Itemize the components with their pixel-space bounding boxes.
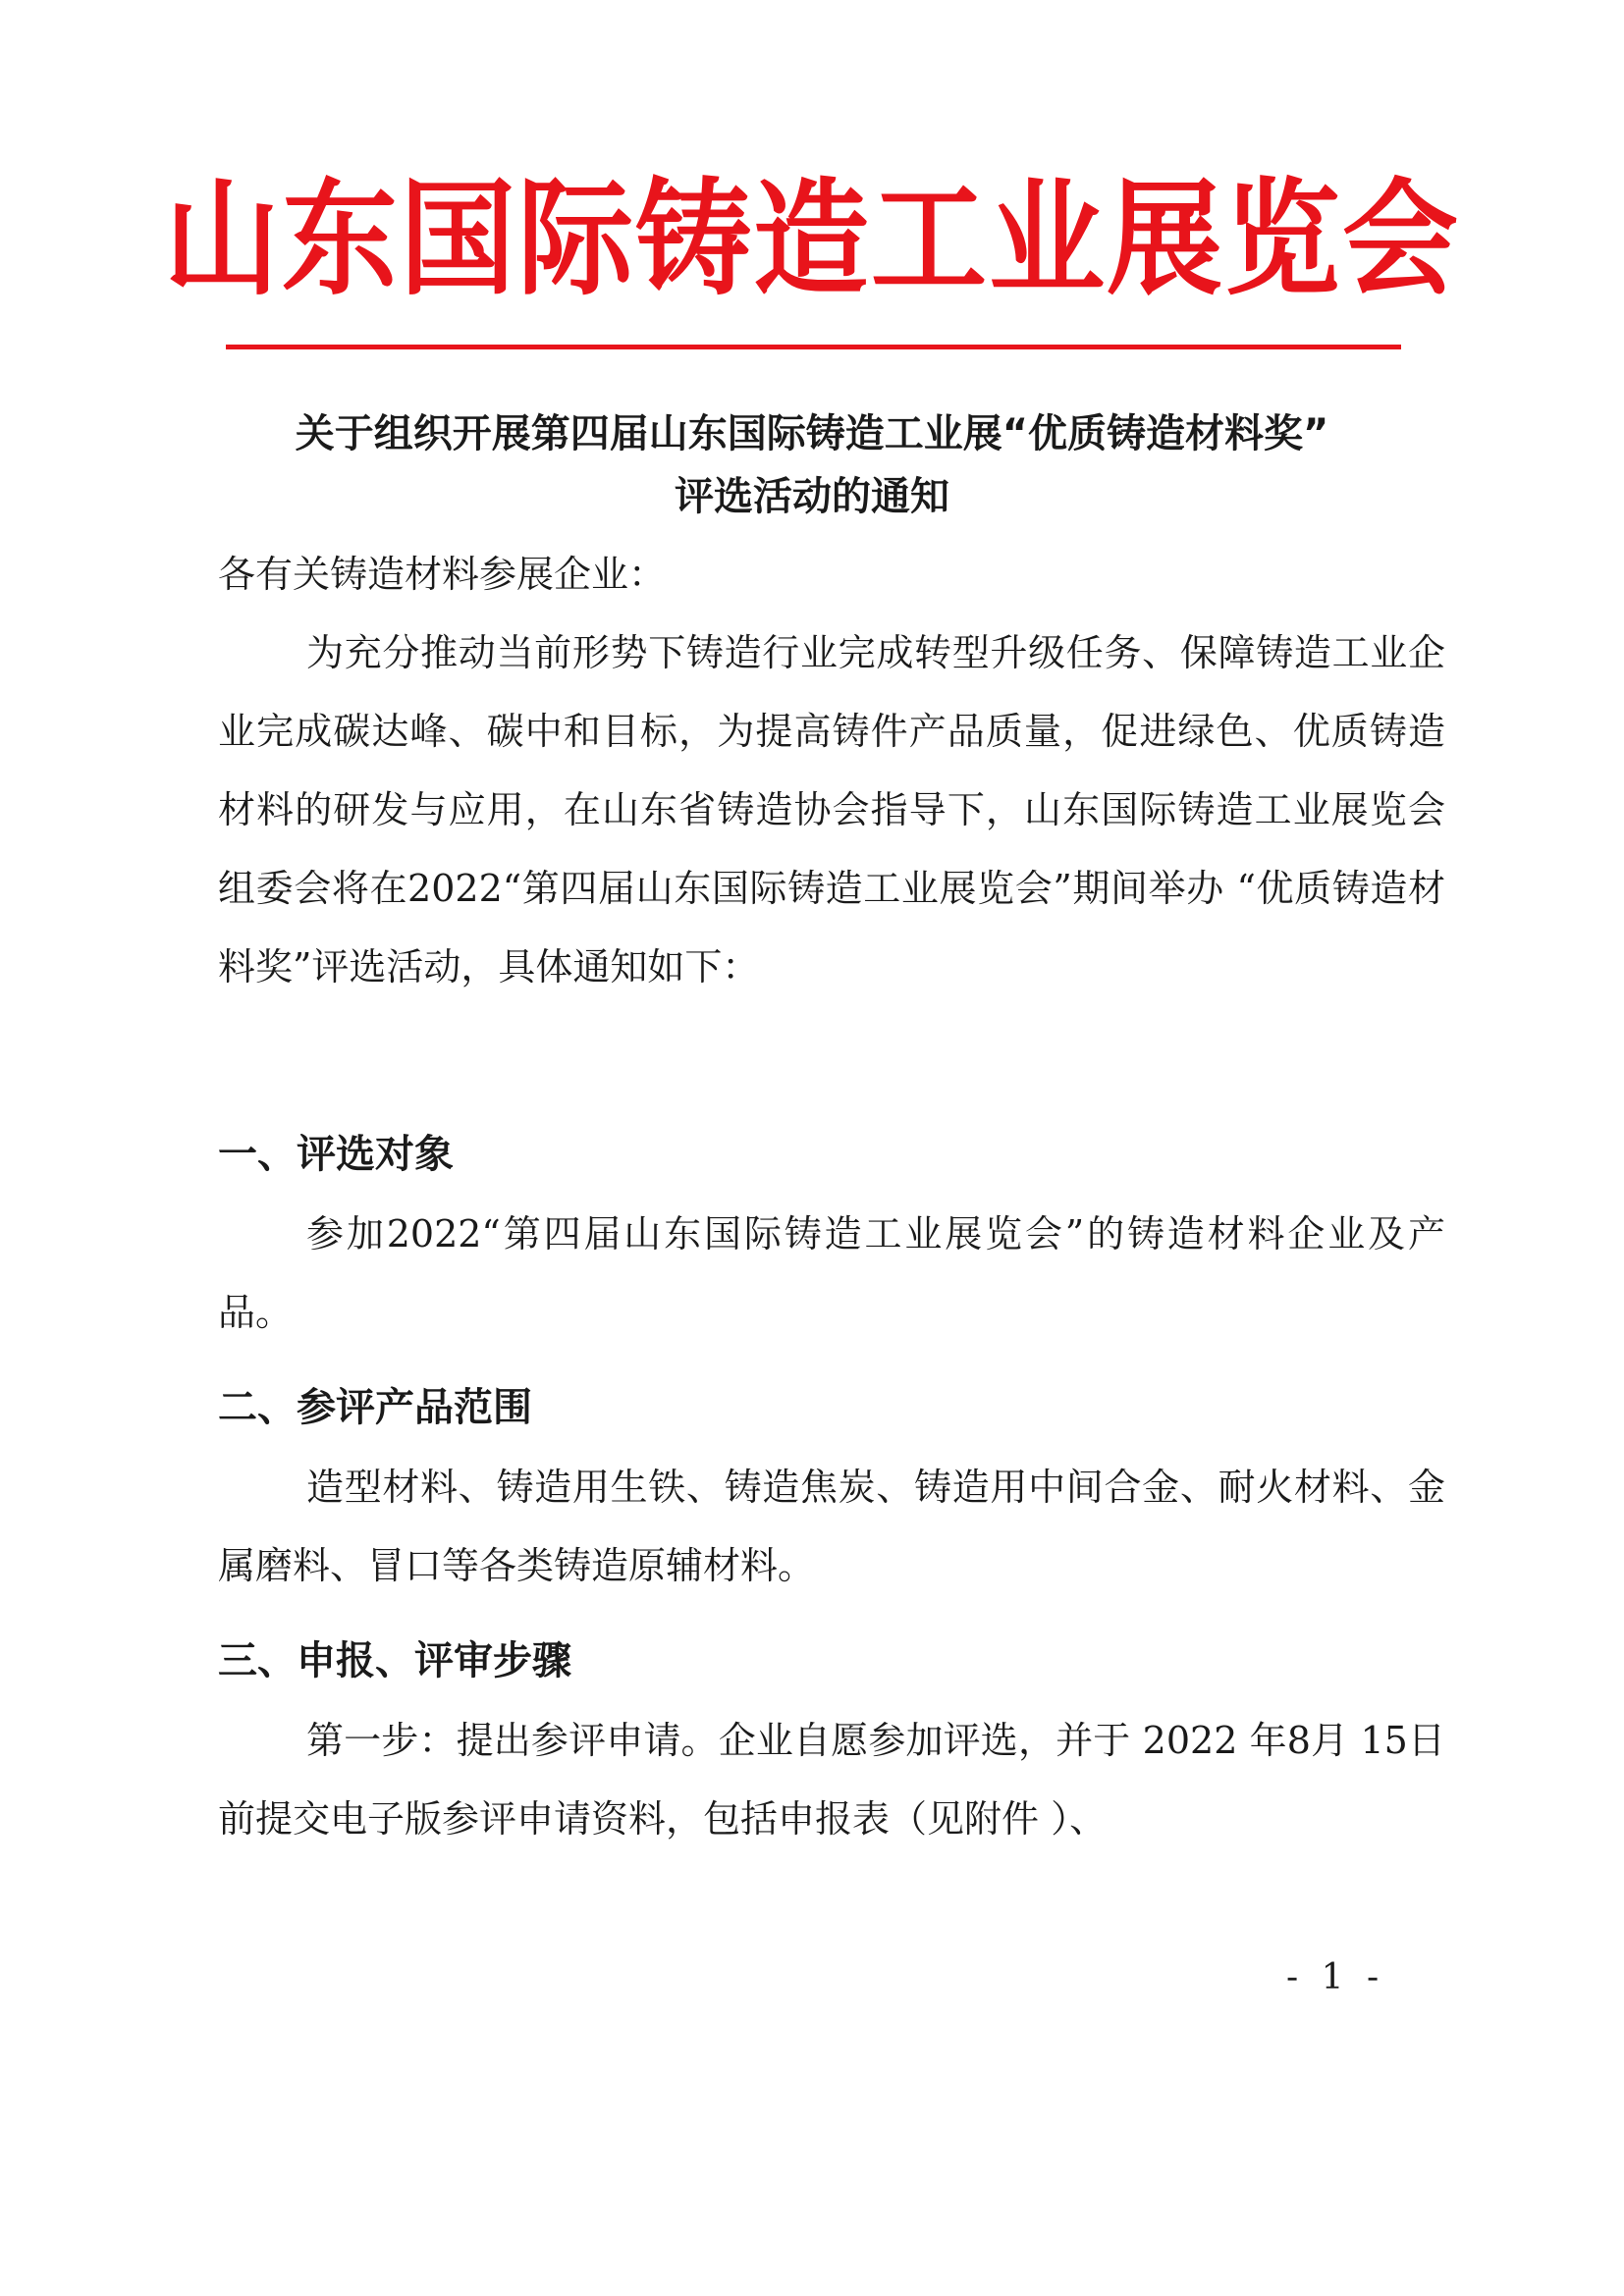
section-body-evaluation-target: 参加2022“第四届山东国际铸造工业展览会”的铸造材料企业及产品。 (218, 1212, 1445, 1334)
masthead-red-rule (226, 345, 1401, 349)
section-heading-application-steps: 三、申报、评审步骤 (218, 1638, 571, 1683)
page-number: - 1 - (1286, 1957, 1385, 1998)
section-body-application-steps: 第一步：提出参评申请。企业自愿参加评选，并于 2022 年8月 15日前提交电子版参评申请资料，包括申报表（见附件 ）、 (218, 1719, 1445, 1841)
masthead-title: 山东国际铸造工业展览会 (163, 165, 1460, 312)
document-title-line-2: 评选活动的通知 (675, 474, 949, 519)
section-heading-evaluation-target: 一、评选对象 (218, 1132, 454, 1177)
document-title (147, 402, 1477, 528)
intro-paragraph: 为充分推动当前形势下铸造行业完成转型升级任务、保障铸造工业企业完成碳达峰、碳中和目标，为提高铸件产品质量，促进绿色、优质铸造材料的研发与应用，在山东省铸造协会指导下，山东国际铸造工业展览会组委会将在2022“第四届山东国际铸造工业展览会”期间举办 “优质铸造材料奖”评选活动，具体通知如下： (218, 631, 1445, 988)
document-title-line-1: 关于组织开展第四届山东国际铸造工业展“优质铸造材料奖” (295, 411, 1329, 456)
section-heading-product-scope: 二、参评产品范围 (218, 1385, 532, 1430)
salutation: 各有关铸造材料参展企业： (218, 553, 667, 596)
section-body-product-scope: 造型材料、铸造用生铁、铸造焦炭、铸造用中间合金、耐火材料、金属磨料、冒口等各类铸造原辅材料。 (218, 1466, 1445, 1587)
